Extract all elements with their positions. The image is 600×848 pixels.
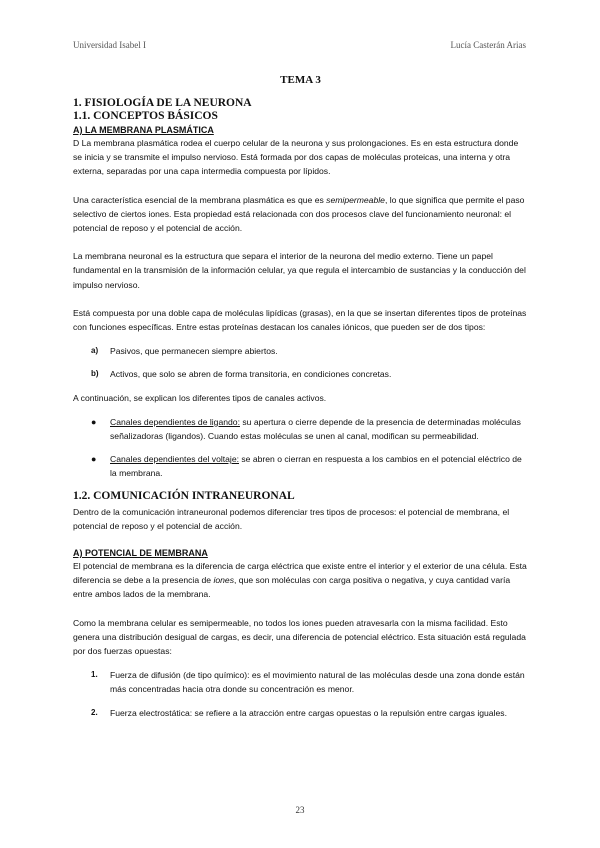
list-forces (73, 668, 528, 720)
paragraph-semipermeable-part1: Una característica esencial de la membrana plasmática es que es (73, 194, 327, 205)
heading-membrane-potential: A) POTENCIAL DE MEMBRANA (73, 548, 208, 559)
list-marker: b) (91, 369, 99, 379)
paragraph-membrane-intro: D La membrana plasmática rodea el cuerpo celular de la neurona y sus prolongaciones. Es en esta estructura donde se inicia y se transmite el impulso nervioso. Está formada por dos capas de moléculas proteicas, una interna y otra externa, separadas por una capa intermedia compuesta por lípidos. (73, 138, 519, 177)
paragraph-opposing-forces: Como la membrana celular es semipermeable, no todos los iones pueden atravesarla con la misma facilidad. Esto genera una distribución desigual de cargas, es decir, una diferencia de potencial eléctrico. Esta situación está regulada por dos fuerzas opuestas: (73, 617, 526, 657)
list-item-text: Pasivos, que permanecen siempre abiertos. (110, 346, 278, 357)
document-body (73, 74, 528, 729)
heading-plasma-membrane: A) LA MEMBRANA PLASMÁTICA (73, 125, 214, 135)
paragraph-membrane-potential-part1: El potencial de membrana es la diferencia de carga eléctrica que existe entre el interior y el exterior de una célula. Esta diferencia se debe a la presencia de (73, 561, 527, 586)
paragraph-membrane-potential (73, 559, 528, 602)
paragraph-intraneuronal-intro: Dentro de la comunicación intraneuronal podemos diferenciar tres tipos de procesos: el potencial de membrana, el potencial de reposo y el potencial de acción. (73, 506, 510, 531)
header-author: Lucía Casterán Arias (450, 40, 526, 50)
paragraph-active-channels-intro: A continuación, se explican los diferentes tipos de canales activos. (73, 392, 327, 403)
subsection-heading-basic-concepts: 1.1. CONCEPTOS BÁSICOS (73, 110, 218, 122)
paragraph-neuronal-membrane: La membrana neuronal es la estructura que separa el interior de la neurona del medio externo. Tiene un papel fundamental en la transmisión de la información celular, ya que regula el intercambio de sustancias y la conducción del impulso nervioso. (73, 251, 526, 290)
list-marker: 2. (91, 707, 98, 717)
list-item-text: Fuerza electrostática: se refiere a la atracción entre cargas opuestas o la repulsión entre cargas iguales. (110, 707, 507, 718)
page-title: TEMA 3 (280, 74, 321, 86)
list-item-text: se abren o cierran en respuesta a los cambios en el potencial eléctrico de la membrana. (110, 454, 522, 479)
list-item (73, 668, 528, 696)
bullet-icon: ● (91, 454, 97, 465)
term-ions: iones (213, 575, 235, 586)
term-ligand-channels: Canales dependientes de ligando: (110, 416, 240, 427)
list-item (73, 367, 528, 381)
list-item-text: Fuerza de difusión (de tipo químico): es el movimiento natural de las moléculas desde una zona donde están más concentradas hacia otra donde su concentración es menor. (110, 670, 525, 695)
list-item (73, 344, 528, 358)
paragraph-lipid-bilayer: Está compuesta por una doble capa de moléculas lipídicas (grasas), en la que se insertan diferentes tipos de proteínas con funciones específicas. Entre estas proteínas destacan los canales iónicos, que pueden ser de dos tipos: (73, 307, 527, 333)
paragraph-membrane-potential-part2: , que son moléculas con carga positiva o negativa, y cuya cantidad varía entre ambos lados de la membrana. (73, 575, 511, 600)
term-semipermeable: semipermeable (326, 194, 385, 205)
list-item-text: Activos, que solo se abren de forma transitoria, en condiciones concretas. (110, 369, 392, 380)
list-item-text: su apertura o cierre depende de la presencia de determinadas moléculas señalizadoras (ligandos). Cuando estas moléculas se unen al canal, modifican su permeabilidad. (110, 416, 521, 442)
list-channel-types (73, 344, 528, 381)
list-marker: a) (91, 346, 99, 356)
paragraph-semipermeable-part2: , lo que significa que permite el paso selectivo de ciertos iones. Esta propiedad está relacionada con dos procesos clave del funcionamiento neuronal: el potencial de reposo y el potencial de acción. (73, 194, 525, 234)
list-item (73, 452, 528, 480)
list-active-channels (73, 415, 528, 481)
paragraph-semipermeable (73, 193, 528, 236)
section-heading-physiology: 1. FISIOLOGÍA DE LA NEURONA (73, 97, 252, 109)
list-item (73, 706, 528, 720)
term-voltage-channels: Canales dependientes del voltaje: (110, 454, 239, 465)
section-heading-intraneuronal: 1.2. COMUNICACIÓN INTRANEURONAL (73, 489, 295, 502)
list-item (73, 415, 528, 443)
bullet-icon: ● (91, 416, 97, 427)
header-institution: Universidad Isabel I (73, 40, 146, 50)
page-number: 23 (295, 805, 305, 815)
list-marker: 1. (91, 670, 98, 680)
